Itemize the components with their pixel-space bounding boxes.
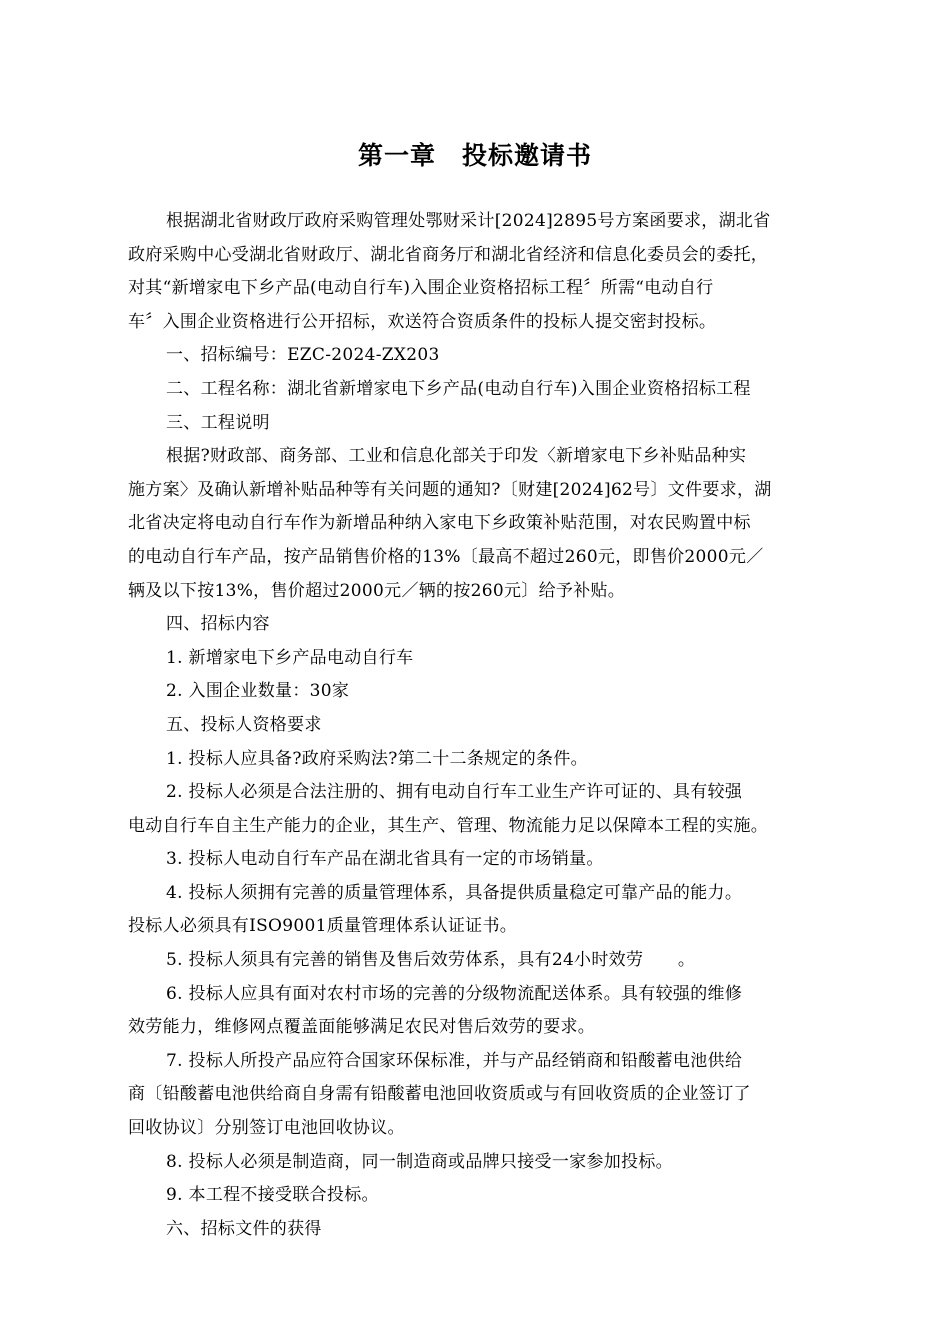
section-heading: 六、招标文件的获得 — [166, 1218, 322, 1239]
paragraph-line: 回收协议〕分别签订电池回收协议。 — [128, 1118, 405, 1139]
paragraph-line: 根据?财政部、商务部、工业和信息化部关于印发〈新增家电下乡补贴品种实 — [166, 446, 747, 467]
list-item: 4. 投标人须拥有完善的质量管理体系，具备提供质量稳定可靠产品的能力。 — [166, 882, 743, 903]
paragraph-line: 根据湖北省财政厅政府采购管理处鄂财采计[2024]2895号方案函要求，湖北省 — [166, 211, 771, 231]
chapter-title: 第一章 投标邀请书 — [357, 141, 592, 170]
paragraph-line: 投标人必须具有ISO9001质量管理体系认证证书。 — [128, 916, 518, 937]
section-heading: 四、招标内容 — [166, 614, 270, 635]
list-item: 2. 入围企业数量：30家 — [166, 681, 350, 702]
section-heading: 五、投标人资格要求 — [166, 714, 322, 735]
paragraph-line: 电动自行车自主生产能力的企业，其生产、管理、物流能力足以保障本工程的实施。 — [128, 815, 769, 836]
list-item: 6. 投标人应具有面对农村市场的完善的分级物流配送体系。具有较强的维修 — [166, 983, 743, 1004]
list-item: 1. 新增家电下乡产品电动自行车 — [166, 647, 414, 668]
section-item-bid-number: 一、招标编号：EZC-2024-ZX203 — [166, 345, 440, 366]
list-item: 9. 本工程不接受联合投标。 — [166, 1185, 379, 1206]
list-item: 7. 投标人所投产品应符合国家环保标准，并与产品经销商和铅酸蓄电池供给 — [166, 1050, 743, 1071]
paragraph-line: 施方案〉及确认新增补贴品种等有关问题的通知?〔财建[2024]62号〕文件要求，湖 — [128, 479, 772, 500]
paragraph-line: 商〔铅酸蓄电池供给商自身需有铅酸蓄电池回收资质或与有回收资质的企业签订了 — [128, 1084, 751, 1105]
paragraph-line: 车〞入围企业资格进行公开招标，欢送符合资质条件的投标人提交密封投标。 — [128, 311, 717, 332]
paragraph-line: 对其“新增家电下乡产品(电动自行车)入围企业资格招标工程〞所需“电动自行 — [128, 278, 714, 299]
paragraph-line: 的电动自行车产品，按产品销售价格的13%〔最高不超过260元，即售价2000元／ — [128, 546, 764, 567]
document-body — [128, 205, 828, 1246]
paragraph-line: 辆及以下按13%，售价超过2000元／辆的按260元〕给予补贴。 — [128, 580, 626, 601]
paragraph-line: 效劳能力，维修网点覆盖面能够满足农民对售后效劳的要求。 — [128, 1017, 596, 1038]
paragraph-line: 北省决定将电动自行车作为新增品种纳入家电下乡政策补贴范围，对农民购置中标 — [128, 513, 751, 534]
list-item: 8. 投标人必须是制造商，同一制造商或品牌只接受一家参加投标。 — [166, 1151, 673, 1172]
list-item: 3. 投标人电动自行车产品在湖北省具有一定的市场销量。 — [166, 849, 604, 870]
list-item: 1. 投标人应具备?政府采购法?第二十二条规定的条件。 — [166, 748, 588, 769]
list-item: 2. 投标人必须是合法注册的、拥有电动自行车工业生产许可证的、具有较强 — [166, 782, 743, 803]
list-item: 5. 投标人须具有完善的销售及售后效劳体系，具有24小时效劳 。 — [166, 950, 696, 971]
paragraph-line: 政府采购中心受湖北省财政厅、湖北省商务厅和湖北省经济和信息化委员会的委托， — [128, 244, 769, 265]
section-heading: 三、工程说明 — [166, 412, 270, 433]
section-item-project-name: 二、工程名称：湖北省新增家电下乡产品(电动自行车)入围企业资格招标工程 — [166, 378, 751, 399]
